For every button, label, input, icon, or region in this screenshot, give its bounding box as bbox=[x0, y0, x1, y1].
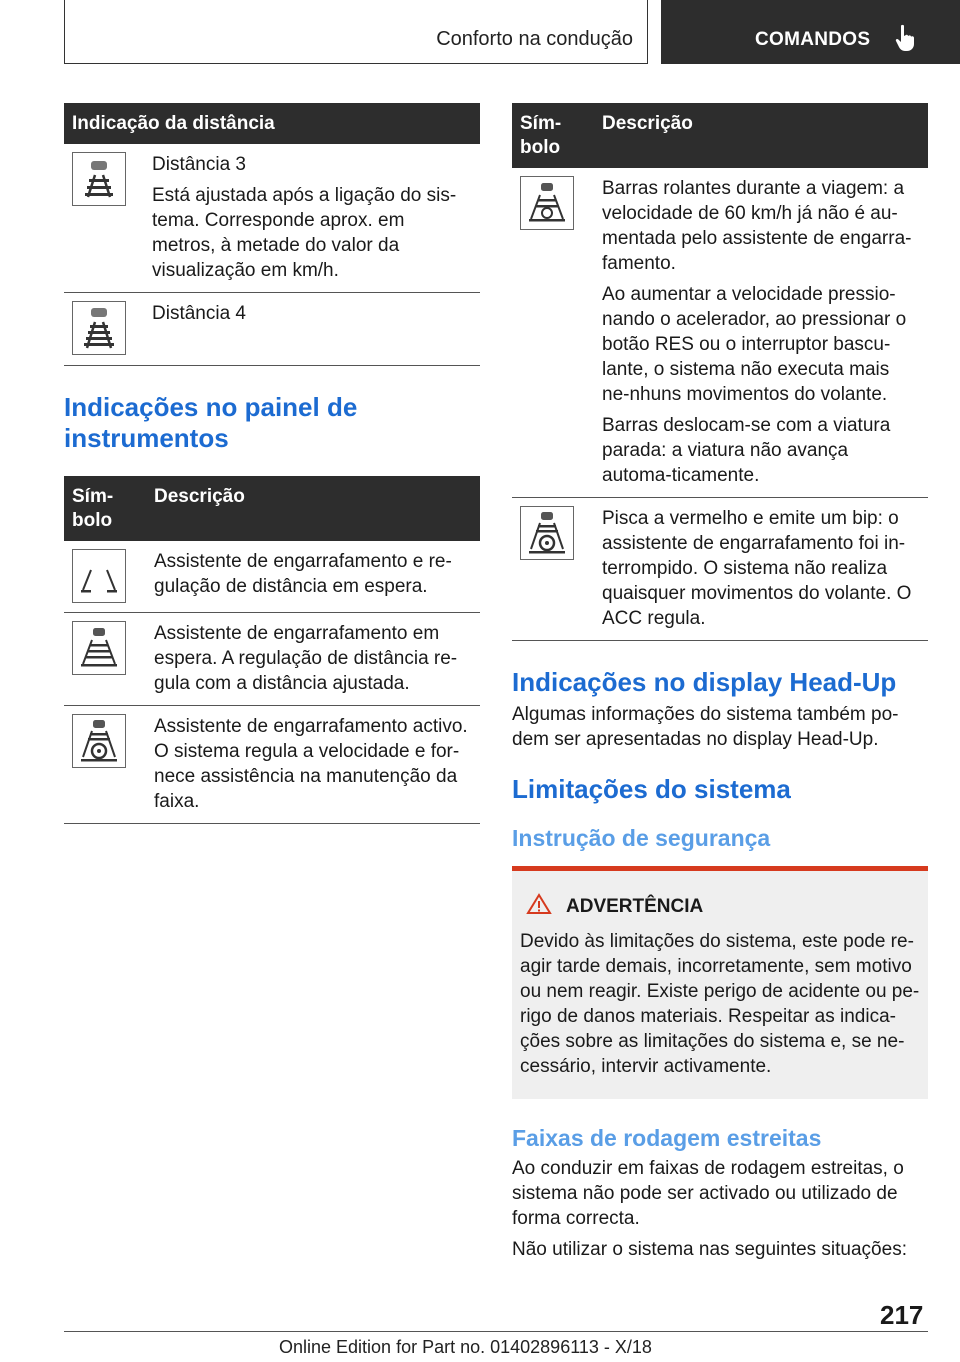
header-chapter-title: COMANDOS bbox=[755, 29, 871, 50]
symbol-cell bbox=[64, 541, 146, 613]
header-chapter-tab[interactable] bbox=[661, 0, 960, 64]
warning-text: Devido às limitações do sistema, este pode re-agir tarde demais, incorretamente, sem motivo ou nem reagir. Existe perigo de acidente ou pe-rigo de danos materiais. Respeitar as indica-ções sobre as limitações do sistema e, se ne-cessário, intervir activamente. bbox=[520, 931, 920, 1077]
description-cell bbox=[144, 144, 480, 293]
table-row bbox=[64, 613, 480, 706]
left-column bbox=[64, 103, 480, 824]
description-cell: Assistente de engarrafamento e re-gulação de distância em espera. bbox=[146, 541, 480, 613]
distance-table-header: Indicação da distância bbox=[64, 103, 480, 144]
table-row bbox=[512, 168, 928, 498]
footer-edition: Online Edition for Part no. 01402896113 - X/18 bbox=[279, 1337, 652, 1357]
lane-lines-standby-icon bbox=[72, 549, 126, 603]
car-steering-wheel-active-icon bbox=[72, 714, 126, 768]
narrow-lanes-situations: Não utilizar o sistema nas seguintes situações: bbox=[512, 1239, 907, 1260]
distance-3-icon bbox=[72, 152, 126, 206]
symbol-cell bbox=[512, 498, 594, 641]
instrument-section-title: Indicações no painel de instrumentos bbox=[64, 392, 358, 453]
symbol-cell bbox=[512, 168, 594, 498]
description-cell: Pisca a vermelho e emite um bip: o assistente de engarrafamento foi in-terrompido. O sistema não realiza quaisquer movimentos do volante. O ACC regula. bbox=[594, 498, 928, 641]
page-number: 217 bbox=[880, 1300, 924, 1330]
table-row bbox=[64, 144, 480, 293]
car-steering-wheel-red-icon bbox=[520, 506, 574, 560]
hud-section-title: Indicações no display Head-Up bbox=[512, 667, 897, 697]
description-column-header: Descrição bbox=[594, 103, 928, 168]
symbol-column-header: Sím-bolo bbox=[64, 476, 146, 541]
car-rolling-bars-icon bbox=[520, 176, 574, 230]
symbol-cell bbox=[64, 144, 144, 293]
symbol-description-table bbox=[512, 103, 928, 641]
description-cell bbox=[594, 168, 928, 498]
symbol-column-header: Sím-bolo bbox=[512, 103, 594, 168]
warning-box bbox=[512, 866, 928, 1099]
car-lanes-standby-icon bbox=[72, 621, 126, 675]
table-row bbox=[64, 541, 480, 613]
pointing-hand-icon bbox=[894, 24, 918, 57]
distance-3-label: Distância 3 bbox=[152, 154, 246, 175]
hud-text: Algumas informações do sistema também po-dem ser apresentadas no display Head-Up. bbox=[512, 704, 899, 750]
right-column bbox=[512, 103, 928, 1262]
narrow-lanes-subtitle: Faixas de rodagem estreitas bbox=[512, 1125, 822, 1151]
warning-triangle-icon bbox=[526, 893, 566, 921]
limits-section-title: Limitações do sistema bbox=[512, 774, 791, 804]
description-cell: Assistente de engarrafamento activo. O sistema regula a velocidade e for-nece assistência na manutenção da faixa. bbox=[146, 706, 480, 824]
footer-divider bbox=[64, 1331, 928, 1332]
instrument-table bbox=[64, 476, 480, 824]
description-cell bbox=[144, 293, 480, 366]
description-cell: Assistente de engarrafamento em espera. A regulação de distância re-gula com a distância ajustada. bbox=[146, 613, 480, 706]
symbol-cell bbox=[64, 613, 146, 706]
narrow-lanes-text: Ao conduzir em faixas de rodagem estreitas, o sistema não pode ser activado ou utilizado de forma correcta. bbox=[512, 1158, 904, 1229]
table-row bbox=[64, 293, 480, 366]
distance-4-label: Distância 4 bbox=[152, 303, 246, 324]
warning-title bbox=[526, 893, 920, 921]
rolling-bars-paragraph: Barras rolantes durante a viagem: a velocidade de 60 km/h já não é au-mentada pelo assistente de engarra-famento. bbox=[602, 178, 912, 274]
description-column-header: Descrição bbox=[146, 476, 480, 541]
table-row bbox=[512, 498, 928, 641]
table-row bbox=[64, 706, 480, 824]
header-section-box bbox=[64, 0, 648, 64]
distance-4-icon bbox=[72, 301, 126, 355]
symbol-cell bbox=[64, 293, 144, 366]
distance-table bbox=[64, 103, 480, 366]
warning-label: ADVERTÊNCIA bbox=[566, 896, 704, 917]
symbol-cell bbox=[64, 706, 146, 824]
distance-3-description: Está ajustada após a ligação do sis-tema. Corresponde aprox. em metros, à metade do valor da visualização em km/h. bbox=[152, 185, 457, 281]
accelerate-paragraph: Ao aumentar a velocidade pressio-nando o acelerador, ao pressionar o botão RES ou o interruptor bascu-lante, o sistema não executa mais ne-nhuns movimentos do volante. bbox=[602, 284, 907, 405]
header-section-title: Conforto na condução bbox=[436, 28, 633, 50]
stationary-paragraph: Barras deslocam-se com a viatura parada: a viatura não avança automa-ticamente. bbox=[602, 415, 891, 486]
safety-subtitle: Instrução de segurança bbox=[512, 825, 771, 851]
